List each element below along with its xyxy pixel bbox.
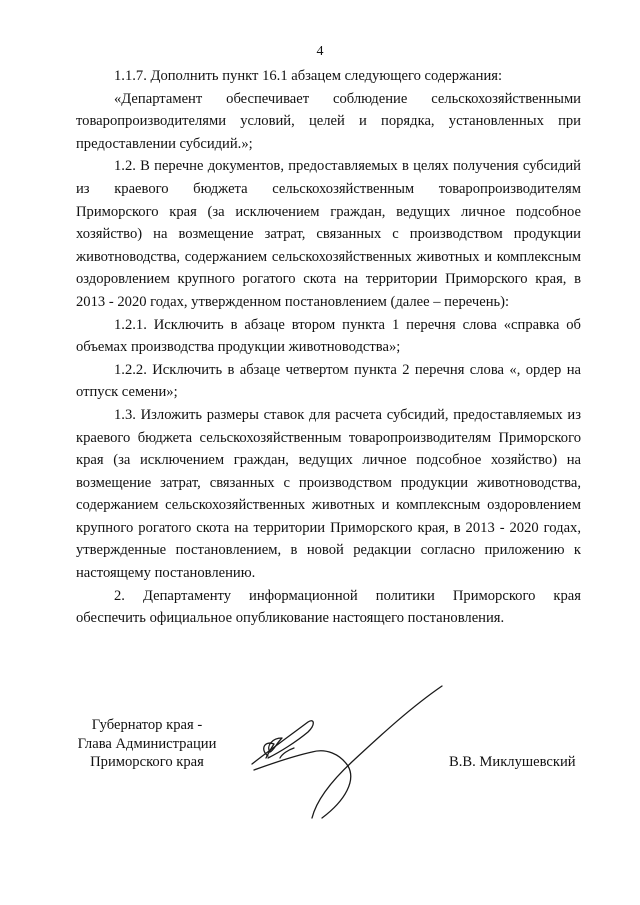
document-body	[76, 65, 581, 630]
signatory-position-line-3: Приморского края	[90, 754, 204, 770]
signatory-position-line-1: Губернатор края -	[91, 717, 203, 733]
handwritten-signature	[230, 672, 460, 832]
paragraph-2: 2. Департаменту информационной политики Приморского края обеспечить официальное опубликование настоящего постановления.	[76, 587, 581, 627]
paragraph-1-3: 1.3. Изложить размеры ставок для расчета субсидий, предоставляемых из краевого бюджета сельскохозяйственным товаропроизводителям Приморского края (за исключением граждан, ведущих личное подсобное хозяйство) на возмещение затрат, связанных с производством продукции животноводства, содержанием сельскохозяйственных животных и комплексным оздоровлением крупного рогатого скота на территории Приморского края, в 2013 - 2020 годах, утвержденные постановлением, в новой редакции согласно приложению к настоящему постановлению.	[76, 406, 581, 582]
paragraph-1-2: 1.2. В перечне документов, предоставляемых в целях получения субсидий из краевого бюджета сельскохозяйственным товаропроизводителям Приморского края (за исключением граждан, ведущих личное подсобное хозяйство) на возмещение затрат, связанных с производством продукции животноводства, содержанием сельскохозяйственных животных и комплексным оздоровлением крупного рогатого скота на территории Приморского края, в 2013 - 2020 годах, утвержденном постановлением (далее – перечень):	[76, 158, 581, 310]
signatory-position-line-2: Глава Администрации	[77, 735, 217, 752]
paragraph-quote: «Департамент обеспечивает соблюдение сельскохозяйственными товаропроизводителями условий, целей и порядка, установленных при предоставлении субсидий.»;	[76, 90, 581, 152]
paragraph-1-1-7: 1.1.7. Дополнить пункт 16.1 абзацем следующего содержания:	[114, 68, 503, 84]
paragraph-1-2-1: 1.2.1. Исключить в абзаце втором пункта 1 перечня слова «справка об объемах производства продукции животноводства»;	[76, 316, 581, 356]
paragraph-1-2-2: 1.2.2. Исключить в абзаце четвертом пункта 2 перечня слова «, ордер на отпуск семени»;	[76, 361, 581, 401]
signatory-name: В.В. Миклушевский	[449, 754, 576, 770]
page-number: 4	[316, 44, 324, 59]
signatory-position	[72, 716, 222, 772]
